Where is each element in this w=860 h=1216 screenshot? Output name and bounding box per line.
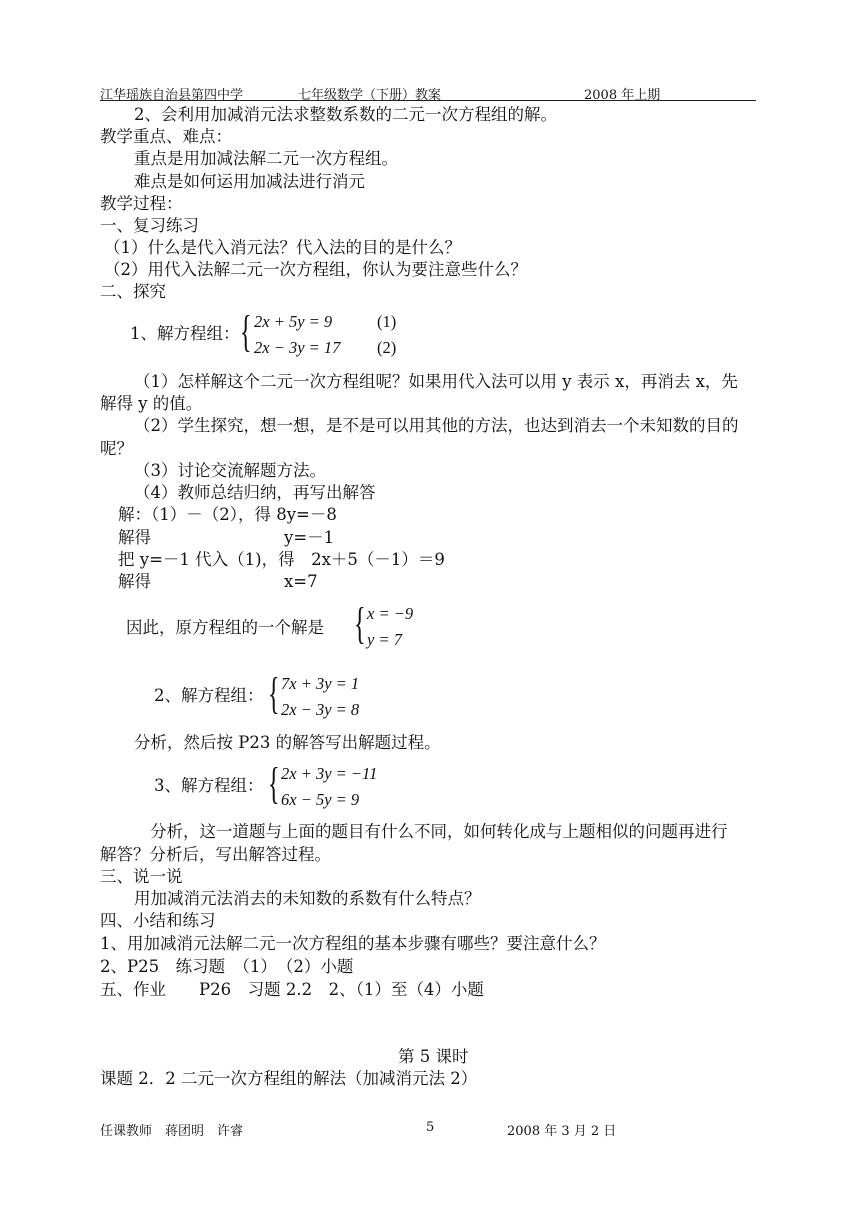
focus-difficulty: 难点是如何运用加减法进行消元 [134,172,365,191]
example-1-label: 1、解方程组： [130,324,240,343]
solution-conclusion: 因此，原方程组的一个解是 [126,618,324,637]
header-school: 江华瑶族自治县第四中学 [100,88,244,103]
lesson-number: 第 5 课时 [398,1047,469,1066]
explore-2-line-b: 呢？ [100,439,133,458]
example-1-eq-2: 2x − 3y = 17 [254,338,341,357]
solution-x: x = −9 [367,604,414,623]
example-1-eq-2-number: (2) [377,338,397,357]
section-3-heading: 三、说一说 [100,867,183,886]
explore-1-line-b: 解得 y 的值。 [100,394,203,413]
solution-system: { x = −9 y = 7 [354,599,414,649]
footer-page-number: 5 [426,1120,435,1135]
explore-2-line-a: （2）学生探究，想一想，是不是可以用其他的方法，也达到消去一个未知数的目的 [134,416,739,435]
example-1-eq-1: 2x + 5y = 9 [254,312,333,331]
example-2-system: { 7x + 3y = 1 2x − 3y = 8 [268,669,360,719]
explore-1-line-a: （1）怎样解这个二元一次方程组呢？如果用代入法可以用 y 表示 x，再消去 x，先 [134,372,738,391]
example-3-system: { 2x + 3y = −11 6x − 5y = 9 [268,759,378,809]
explore-3: （3）讨论交流解题方法。 [134,461,326,480]
header-course: 七年级数学（下册）教案 [298,88,442,103]
explore-4: （4）教师总结归纳，再写出解答 [134,483,376,502]
header-divider [100,100,756,101]
process-heading: 教学过程： [100,194,183,213]
example-2-eq-2: 2x − 3y = 8 [281,700,360,719]
solution-step-2-value: y=－1 [284,528,335,547]
review-question-1: （1）什么是代入消元法？代入法的目的是什么？ [104,238,461,257]
header-term: 2008 年上期 [584,88,661,103]
example-3-note-b: 解答？分析后，写出解答过程。 [100,845,331,864]
footer-teachers: 任课教师 蒋团明 许睿 [100,1124,244,1139]
objective-2: 2、会利用加减消元法求整数系数的二元一次方程组的解。 [134,105,557,124]
review-question-2: （2）用代入法解二元一次方程组，你认为要注意些什么？ [104,260,527,279]
example-2-label: 2、解方程组： [154,686,264,705]
example-1-system: { 2x + 5y = 9 (1) 2x − 3y = 17 (2) [240,307,397,357]
lesson-topic: 课题 2．2 二元一次方程组的解法（加减消元法 2） [100,1069,478,1088]
section-5-homework: 五、作业 P26 习题 2.2 2、（1）至（4）小题 [100,980,484,999]
section-4-heading: 四、小结和练习 [100,911,216,930]
solution-step-4-value: x=7 [284,572,318,591]
example-3-eq-2: 6x − 5y = 9 [281,790,360,809]
example-3-label: 3、解方程组： [154,776,264,795]
section-4-question-2: 2、P25 练习题 （1） （2）小题 [100,957,354,976]
solution-step-3: 把 y=－1 代入（1)，得 2x＋5（－1）＝9 [118,550,445,569]
solution-step-1: 解：（1）－（2），得 8y=－8 [118,505,337,524]
focus-heading: 教学重点、难点： [100,127,232,146]
section-2-heading: 二、探究 [100,282,166,301]
solution-step-4-label: 解得 [118,572,151,591]
example-1-eq-1-number: (1) [377,312,397,331]
solution-y: y = 7 [367,630,402,649]
example-3-eq-1: 2x + 3y = −11 [281,764,378,783]
solution-step-2-label: 解得 [118,528,151,547]
example-2-eq-1: 7x + 3y = 1 [281,674,360,693]
example-2-note: 分析，然后按 P23 的解答写出解题过程。 [134,733,441,752]
footer-date: 2008 年 3 月 2 日 [507,1124,617,1139]
section-3-question: 用加减消元法消去的未知数的系数有什么特点？ [134,889,481,908]
section-1-heading: 一、复习练习 [100,216,199,235]
focus-key: 重点是用加减法解二元一次方程组。 [134,149,398,168]
section-4-question-1: 1、用加减消元法解二元一次方程组的基本步骤有哪些？要注意什么？ [100,934,606,953]
example-3-note-a: 分析，这一道题与上面的题目有什么不同，如何转化成与上题相似的问题再进行 [150,822,728,841]
